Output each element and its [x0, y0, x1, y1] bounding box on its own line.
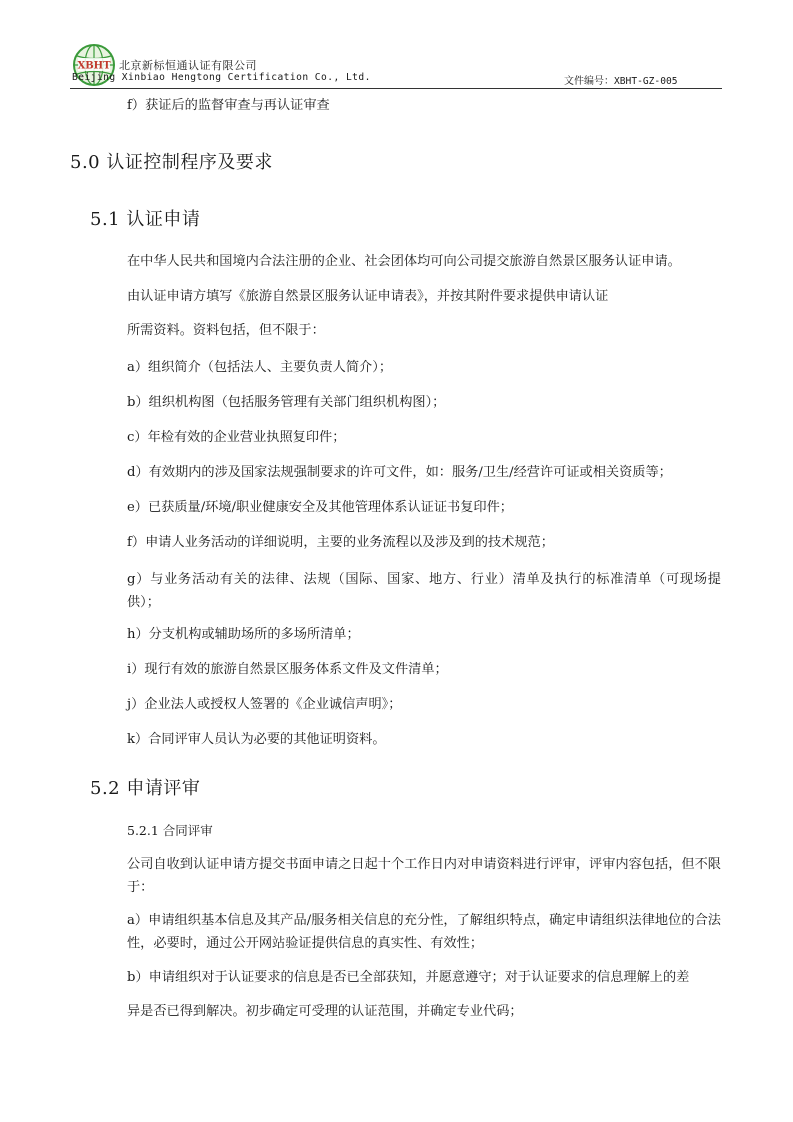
- list-item: j）企业法人或授权人签署的《企业诚信声明》；: [127, 697, 402, 712]
- paragraph-review-a: a）申请组织基本信息及其产品/服务相关信息的充分性，了解组织特点，确定申请组织法律地位的合法性，必要时，通过公开网站验证提供信息的真实性、有效性；: [127, 913, 721, 951]
- paragraph-review-scope: 公司自收到认证申请方提交书面申请之日起十个工作日内对申请资料进行评审，评审内容包括，但不限于：: [127, 857, 721, 895]
- paragraph-application-form: 由认证申请方填写《旅游自然景区服务认证申请表》，并按其附件要求提供申请认证: [127, 289, 609, 304]
- svg-text:XBHT: XBHT: [77, 60, 111, 72]
- document-number-value: XBHT-GZ-005: [614, 76, 678, 87]
- paragraph-eligibility: 在中华人民共和国境内合法注册的企业、社会团体均可向公司提交旅游自然景区服务认证申请。: [127, 254, 681, 269]
- list-item: i）现行有效的旅游自然景区服务体系文件及文件清单；: [127, 662, 448, 677]
- paragraph-review-b: b）申请组织对于认证要求的信息是否已全部获知，并愿意遵守；对于认证要求的信息理解上的差: [127, 970, 690, 985]
- list-item: c）年检有效的企业营业执照复印件；: [127, 430, 346, 445]
- company-name-en: Beijing Xinbiao Hengtong Certification Co., Ltd.: [72, 72, 371, 83]
- list-item: a）组织简介（包括法人、主要负责人简介）；: [127, 360, 393, 375]
- list-item-f-recert: f）获证后的监督审查与再认证审查: [127, 98, 330, 113]
- list-item: b）组织机构图（包括服务管理有关部门组织机构图）；: [127, 395, 446, 410]
- document-number-label: 文件编号：: [564, 76, 614, 87]
- subsection-heading-5-2-1: 5.2.1 合同评审: [127, 823, 213, 838]
- company-name-cn: 北京新标恒通认证有限公司: [119, 59, 257, 72]
- document-number: [564, 72, 678, 87]
- list-item: f）申请人业务活动的详细说明，主要的业务流程以及涉及到的技术规范；: [127, 535, 554, 550]
- section-heading-5-0: 5.0 认证控制程序及要求: [70, 152, 273, 173]
- page-header: [72, 40, 722, 90]
- list-item: e）已获质量/环境/职业健康安全及其他管理体系认证证书复印件；: [127, 500, 513, 515]
- list-item: k）合同评审人员认为必要的其他证明资料。: [127, 732, 386, 747]
- list-item: d）有效期内的涉及国家法规强制要求的许可文件，如：服务/卫生/经营许可证或相关资质等；: [127, 465, 672, 480]
- paragraph-review-b-continued: 异是否已得到解决。初步确定可受理的认证范围，并确定专业代码；: [127, 1004, 523, 1019]
- list-item: h）分支机构或辅助场所的多场所清单；: [127, 627, 360, 642]
- list-item: g）与业务活动有关的法律、法规（国际、国家、地方、行业）清单及执行的标准清单（可现场提供）；: [127, 572, 721, 610]
- section-heading-5-2: 5.2 申请评审: [90, 778, 201, 799]
- paragraph-materials-intro: 所需资料。资料包括，但不限于：: [127, 323, 325, 338]
- section-heading-5-1: 5.1 认证申请: [90, 209, 201, 230]
- header-divider: [70, 88, 722, 89]
